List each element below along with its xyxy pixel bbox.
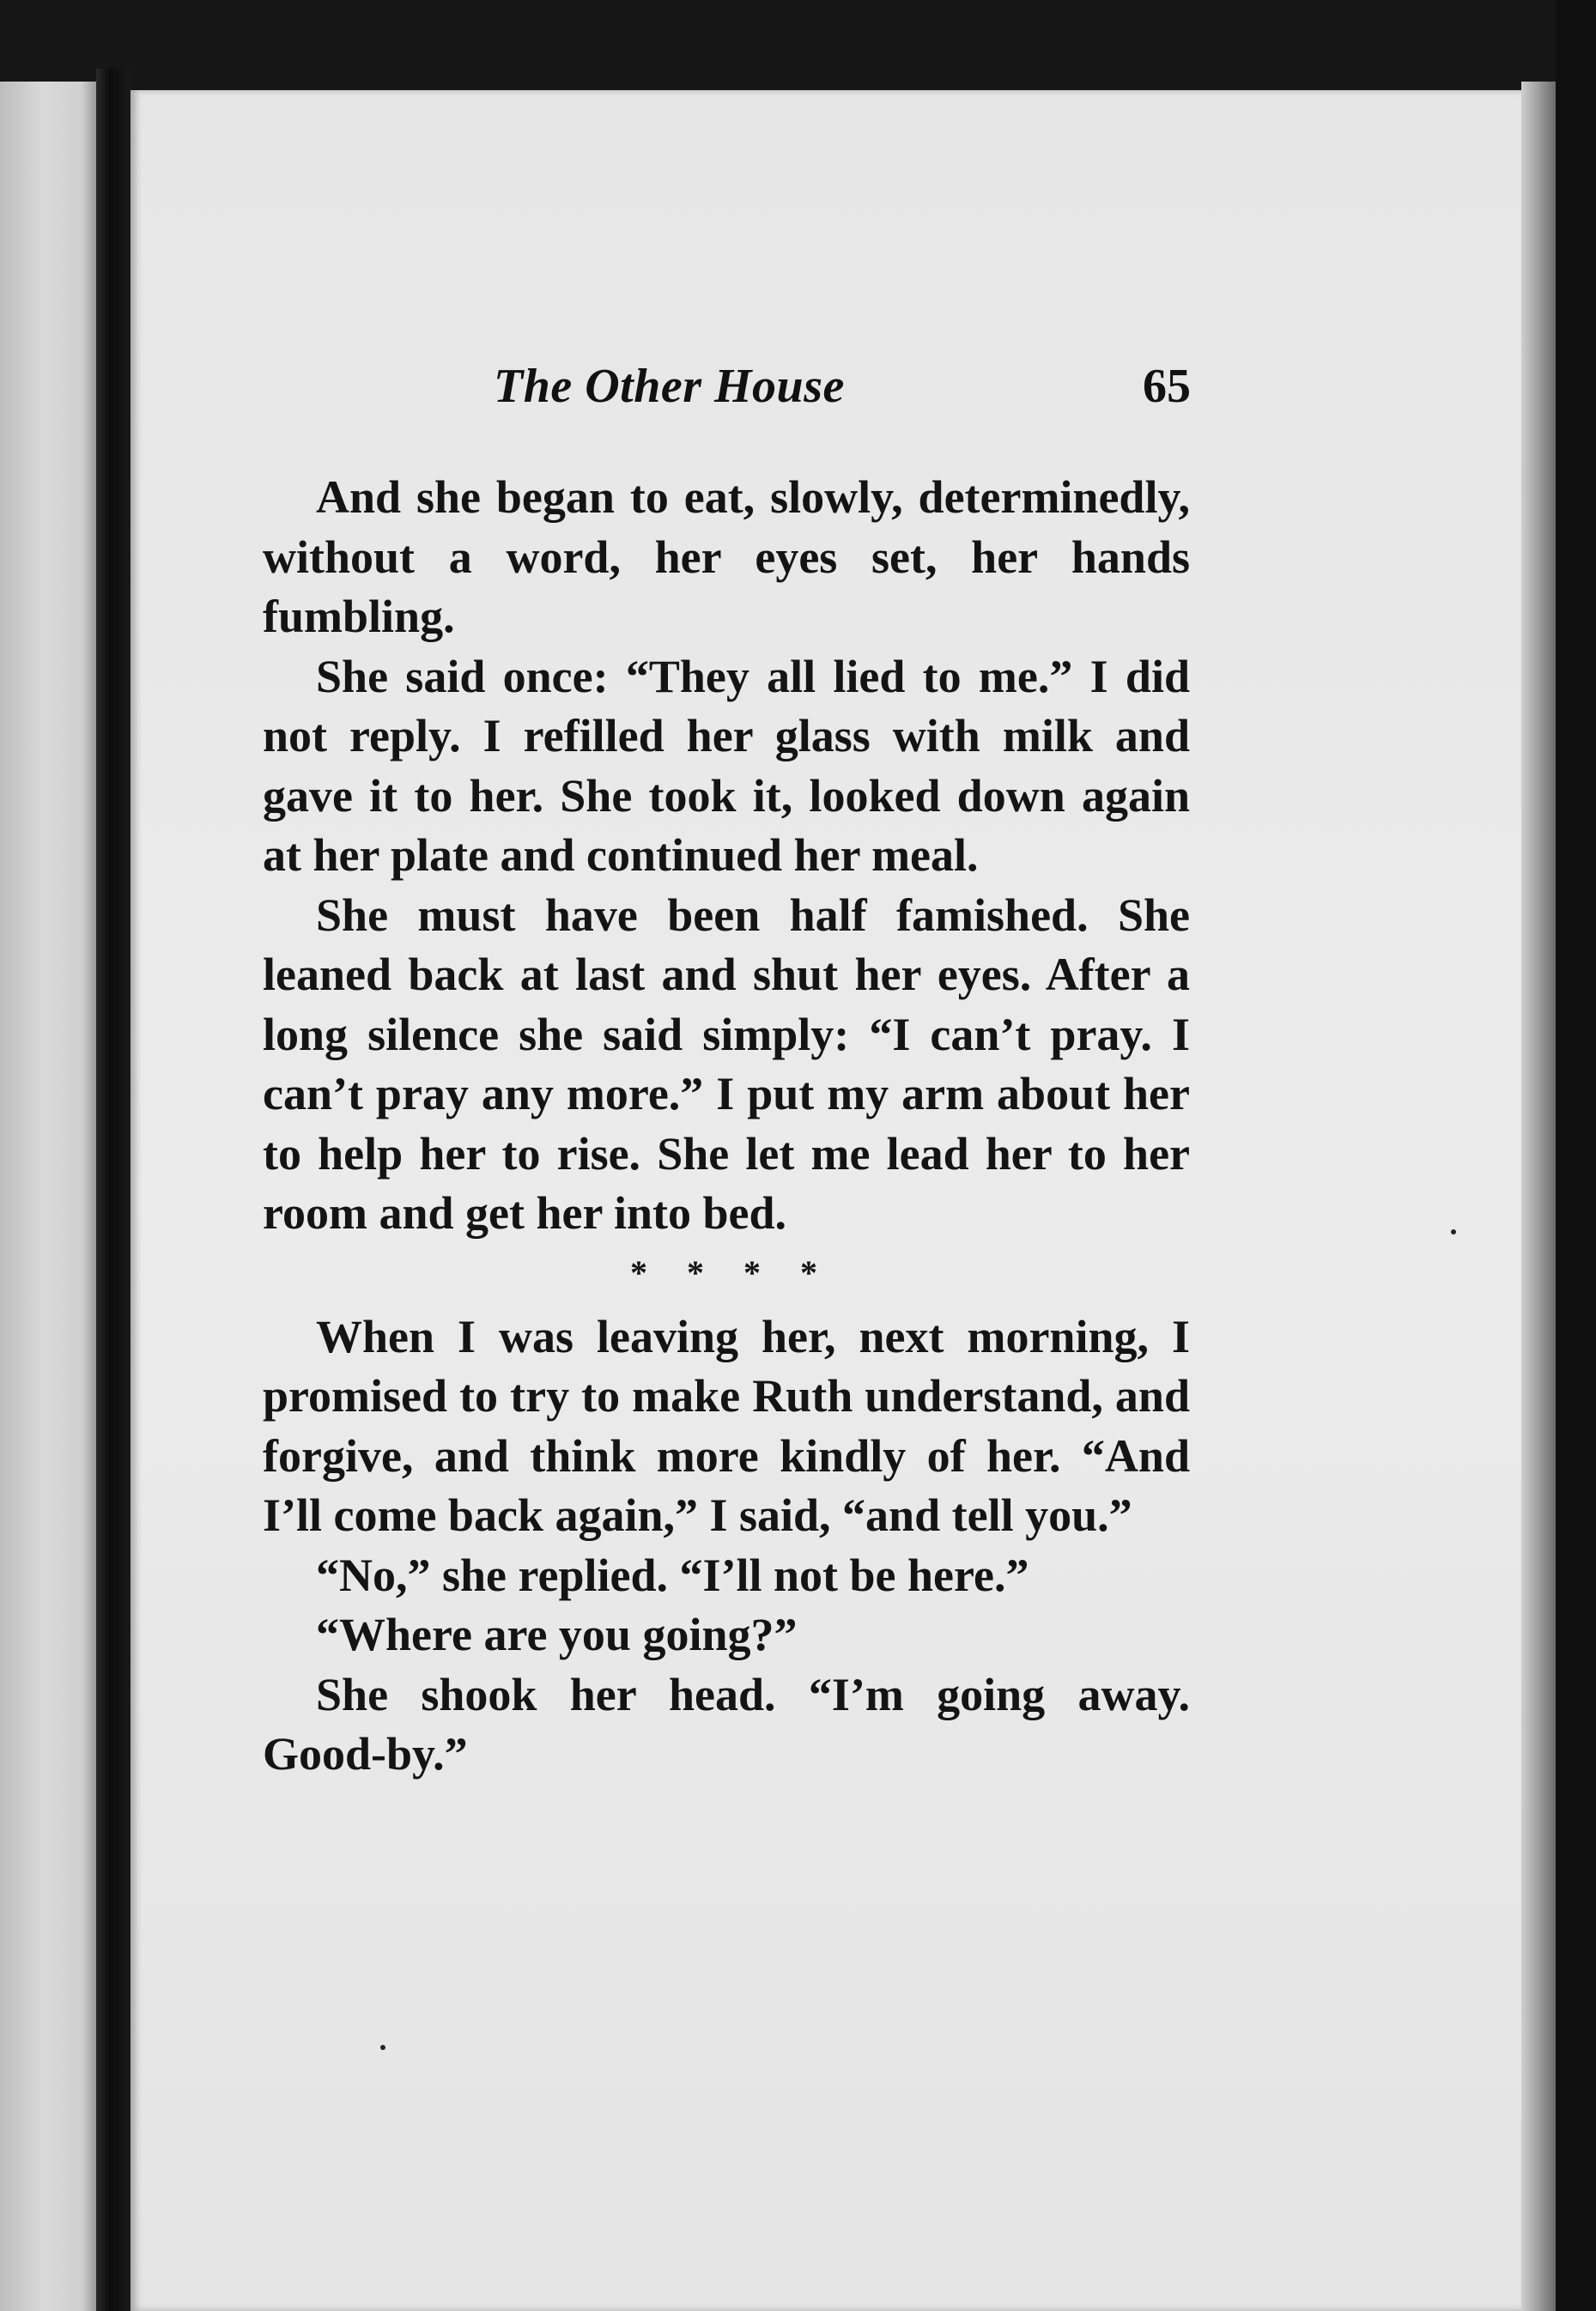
paragraph: “No,” she replied. “I’ll not be here.” bbox=[316, 1549, 1029, 1601]
running-header bbox=[494, 359, 1198, 428]
page-edge-right bbox=[1521, 82, 1556, 2311]
page-number: 65 bbox=[1143, 360, 1191, 413]
section-break-asterisks bbox=[263, 1247, 1190, 1299]
asterisk-ornament: * bbox=[743, 1253, 800, 1292]
paragraph: She must have been half famished. She leaned back at last and shut her eyes. After a long silence she said simply: “I can’t pray. I can’t pray any more.” I put my arm about her to help her to rise. She let me lead her to her room and get her into bed. bbox=[263, 889, 1190, 1239]
paragraph: “Where are you going?” bbox=[316, 1609, 798, 1660]
scan-speck bbox=[380, 2045, 385, 2050]
scan-background-right bbox=[1556, 0, 1596, 2311]
asterisk-ornament: * bbox=[630, 1253, 687, 1292]
book-gutter bbox=[96, 69, 130, 2311]
asterisk-ornament: * bbox=[800, 1253, 857, 1292]
facing-page-edge bbox=[0, 82, 96, 2311]
page-body-text bbox=[263, 468, 1190, 1785]
paragraph: She said once: “They all lied to me.” I did not reply. I refilled her glass with milk and gave it to her. She took it, looked down again at her plate and continued her meal. bbox=[263, 650, 1190, 881]
paragraph: She shook her head. “I’m going away. Good-by.” bbox=[263, 1668, 1190, 1780]
asterisk-ornament: * bbox=[687, 1253, 743, 1292]
paragraph: And she began to eat, slowly, determinedly, without a word, her eyes set, her hands fumbling. bbox=[263, 471, 1190, 642]
paragraph: When I was leaving her, next morning, I promised to try to make Ruth understand, and forgive, and think more kindly of her. “And I’ll come back again,” I said, “and tell you.” bbox=[263, 1310, 1190, 1541]
scan-speck bbox=[1451, 1229, 1456, 1234]
running-title: The Other House bbox=[494, 360, 845, 413]
